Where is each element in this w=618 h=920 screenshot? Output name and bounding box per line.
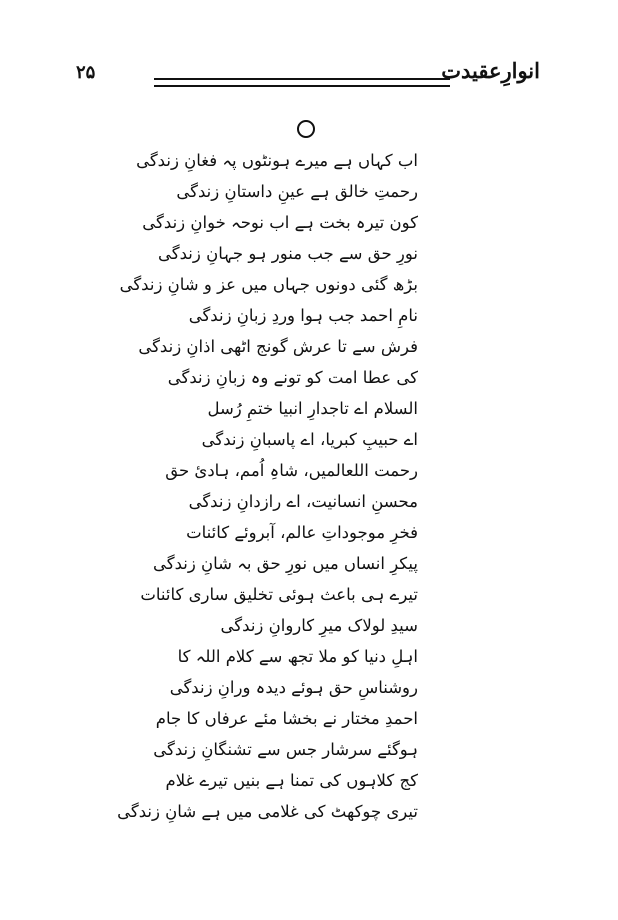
verse-line: بڑھ گئی دونوں جہاں میں عز و شانِ زندگی [119,275,418,294]
verse-line: السلام اے تاجدارِ انبیا ختمِ رُسل [207,399,418,418]
book-title: انوارِعقیدت [441,58,540,83]
header-rule-bottom [154,85,450,87]
page-number: ۲۵ [76,62,96,83]
verse-line: روشناسِ حق ہوئے دیدہ ورانِ زندگی [169,678,418,697]
verse-line: اہلِ دنیا کو ملا تجھ سے کلام اللہ کا [177,647,418,666]
verse-line: فخرِ موجوداتِ عالم، آبروئے کائنات [186,523,418,542]
verse-line: رحمتِ خالق ہے عینِ داستانِ زندگی [176,182,418,201]
verse-line: رحمت اللعالمیں، شاہِ اُمم، ہادیٔ حق [165,461,418,480]
verse-line: محسنِ انسانیت، اے رازدانِ زندگی [188,492,418,511]
poem-body [117,145,418,827]
verse-line: اب کہاں ہے میرے ہونٹوں پہ فغانِ زندگی [136,151,418,170]
verse-line: فرش سے تا عرش گونج اٹھی اذانِ زندگی [138,337,418,356]
verse-line: کون تیرہ بخت ہے اب نوحہ خوانِ زندگی [142,213,418,232]
verse-line: ہوگئے سرشار جس سے تشنگانِ زندگی [153,740,418,759]
verse-line: نورِ حق سے جب منور ہو جہانِ زندگی [158,244,418,263]
verse-line: نامِ احمد جب ہوا وردِ زبانِ زندگی [188,306,418,325]
verse-line: تیری چوکھٹ کی غلامی میں ہے شانِ زندگی [117,802,418,821]
verse-line: کی عطا امت کو تونے وہ زبانِ زندگی [167,368,418,387]
verse-line: سیدِ لولاک میرِ کاروانِ زندگی [220,616,418,635]
verse-line: تیرے ہی باعث ہوئی تخلیق ساری کائنات [140,585,418,604]
page-header [70,58,540,98]
verse-line: احمدِ مختار نے بخشا مئے عرفاں کا جام [155,709,418,728]
verse-line: اے حبیبِ کبریا، اے پاسبانِ زندگی [201,430,418,449]
circle-ornament-icon [297,120,315,138]
header-rule-top [154,78,450,80]
verse-line: پیکرِ انساں میں نورِ حق بہ شانِ زندگی [152,554,418,573]
verse-line: کج کلاہوں کی تمنا ہے بنیں تیرے غلام [165,771,418,790]
